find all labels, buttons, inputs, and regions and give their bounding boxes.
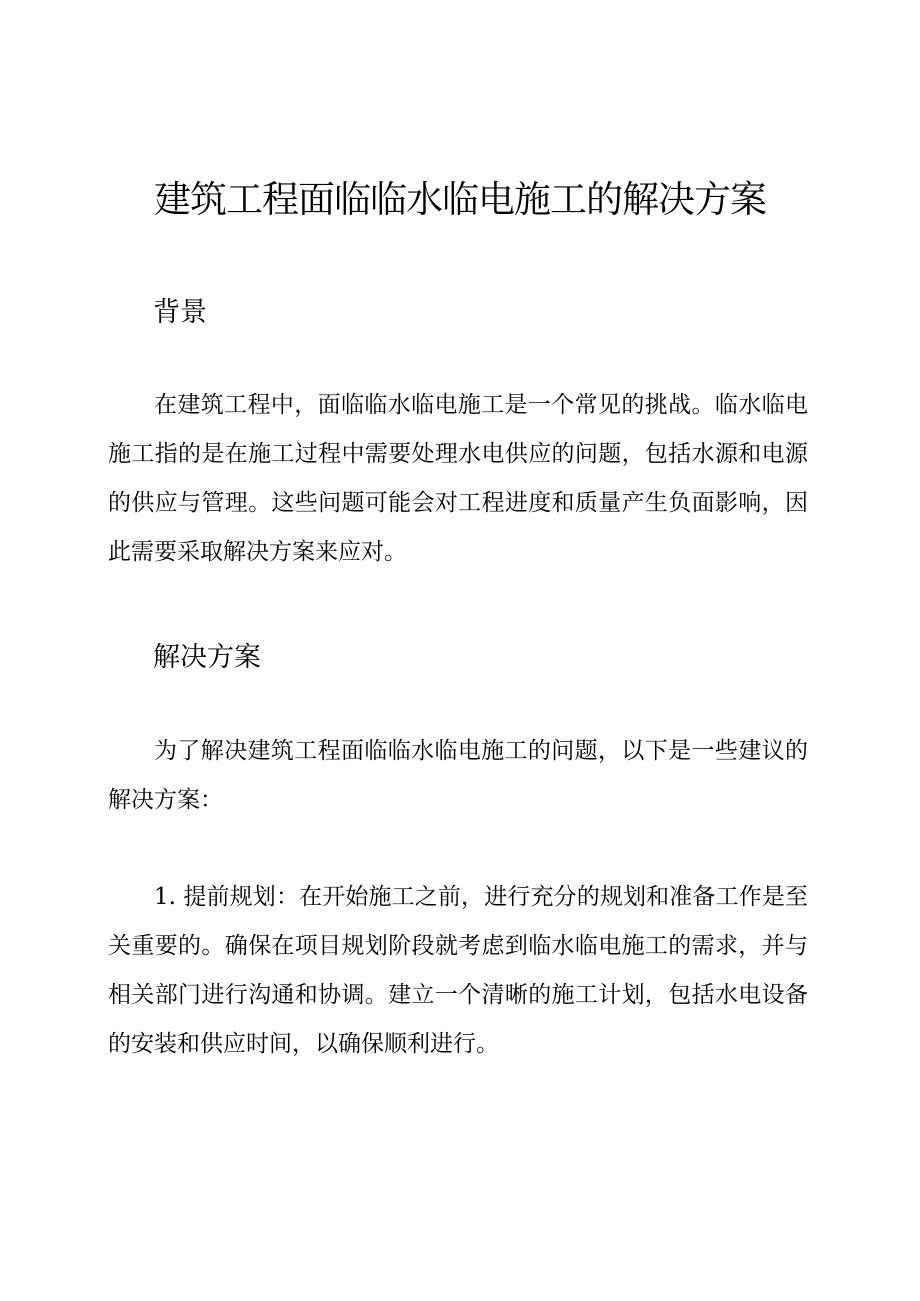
document-title: 建筑工程面临临水临电施工的解决方案 <box>154 178 766 221</box>
section-heading-solutions: 解决方案 <box>153 642 261 673</box>
section-heading-background: 背景 <box>153 297 207 328</box>
solutions-intro-paragraph: 为了解决建筑工程面临临水临电施工的问题，以下是一些建议的解决方案： <box>108 738 808 813</box>
solution-item-1-paragraph: 1. 提前规划：在开始施工之前，进行充分的规划和准备工作是至关重要的。确保在项目规划阶段就考虑到临水临电施工的需求，并与相关部门进行沟通和协调。建立一个清晰的施工计划，包括水电设备的安装和供应时间，以确保顺利进行。 <box>108 884 808 1057</box>
background-paragraph: 在建筑工程中，面临临水临电施工是一个常见的挑战。临水临电施工指的是在施工过程中需要处理水电供应的问题，包括水源和电源的供应与管理。这些问题可能会对工程进度和质量产生负面影响，因此需要采取解决方案来应对。 <box>108 392 808 565</box>
